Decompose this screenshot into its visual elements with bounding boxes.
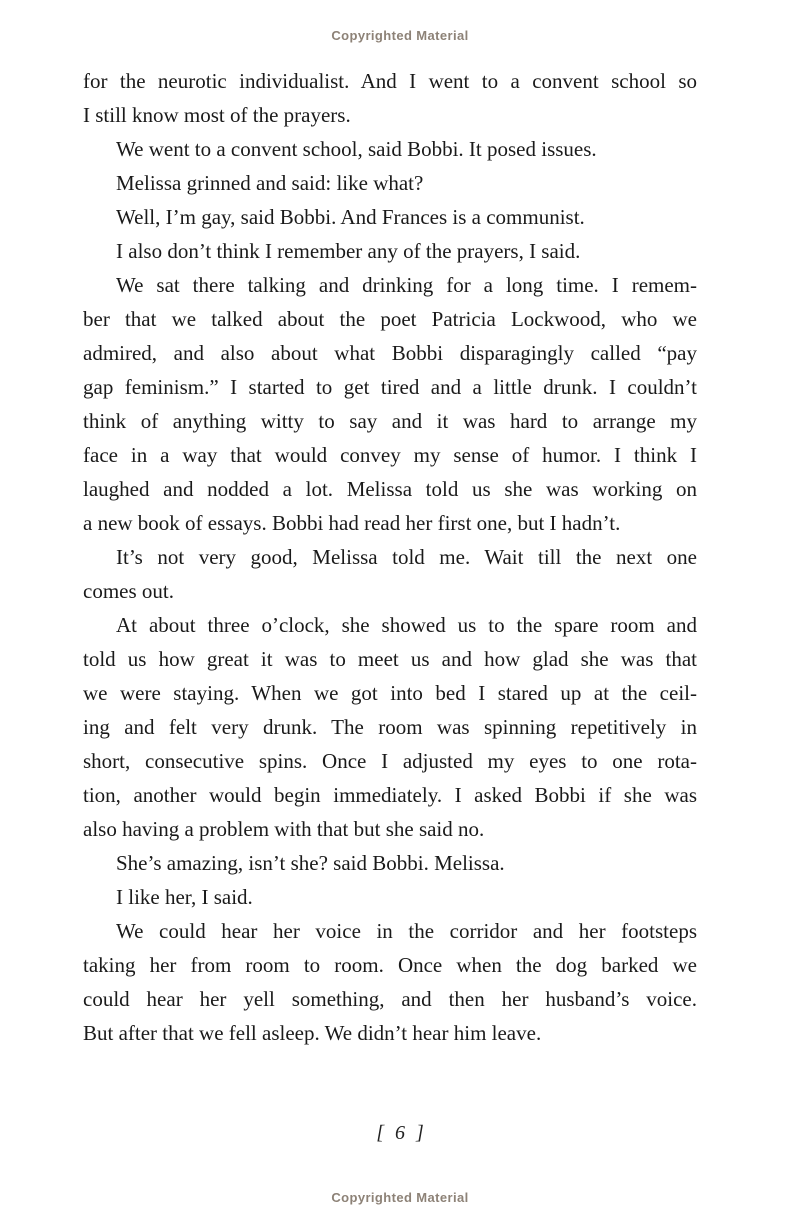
paragraph bbox=[83, 608, 697, 846]
text-line: taking her from room to room. Once when the dog barked we bbox=[83, 953, 697, 977]
text-line: She’s amazing, isn’t she? said Bobbi. Melissa. bbox=[116, 851, 505, 875]
text-line: short, consecutive spins. Once I adjusted my eyes to one rota- bbox=[83, 749, 697, 773]
copyright-notice-top: Copyrighted Material bbox=[331, 28, 469, 43]
text-line: admired, and also about what Bobbi disparagingly called “pay bbox=[83, 341, 697, 365]
text-line: laughed and nodded a lot. Melissa told us she was working on bbox=[83, 477, 697, 501]
text-line: ing and felt very drunk. The room was spinning repetitively in bbox=[83, 715, 697, 739]
paragraph bbox=[83, 268, 697, 540]
text-line: told us how great it was to meet us and how glad she was that bbox=[83, 647, 697, 671]
text-line: could hear her yell something, and then her husband’s voice. bbox=[83, 987, 697, 1011]
text-line: We sat there talking and drinking for a long time. I remem- bbox=[116, 273, 697, 297]
text-line: I still know most of the prayers. bbox=[83, 103, 351, 127]
text-line: Well, I’m gay, said Bobbi. And Frances is a communist. bbox=[116, 205, 585, 229]
text-line: Melissa grinned and said: like what? bbox=[116, 171, 424, 195]
text-line: I also don’t think I remember any of the prayers, I said. bbox=[116, 239, 581, 263]
text-line: I like her, I said. bbox=[116, 885, 253, 909]
paragraph bbox=[83, 846, 697, 880]
paragraph bbox=[83, 540, 697, 608]
book-text bbox=[83, 64, 697, 1050]
text-line: gap feminism.” I started to get tired and a little drunk. I couldn’t bbox=[83, 375, 697, 399]
paragraph bbox=[83, 880, 697, 914]
text-line: It’s not very good, Melissa told me. Wait till the next one bbox=[116, 545, 697, 569]
paragraph bbox=[83, 200, 697, 234]
text-line: comes out. bbox=[83, 579, 174, 603]
paragraph bbox=[83, 234, 697, 268]
text-line: At about three o’clock, she showed us to the spare room and bbox=[116, 613, 697, 637]
text-line: think of anything witty to say and it was hard to arrange my bbox=[83, 409, 697, 433]
text-line: But after that we fell asleep. We didn’t hear him leave. bbox=[83, 1021, 542, 1045]
text-line: tion, another would begin immediately. I asked Bobbi if she was bbox=[83, 783, 697, 807]
text-line: We could hear her voice in the corridor and her footsteps bbox=[116, 919, 697, 943]
paragraph bbox=[83, 132, 697, 166]
text-line: We went to a convent school, said Bobbi. It posed issues. bbox=[116, 137, 597, 161]
text-line: a new book of essays. Bobbi had read her first one, but I hadn’t. bbox=[83, 511, 621, 535]
paragraph bbox=[83, 166, 697, 200]
paragraph bbox=[83, 64, 697, 132]
text-line: also having a problem with that but she said no. bbox=[83, 817, 485, 841]
text-line: we were staying. When we got into bed I stared up at the ceil- bbox=[83, 681, 697, 705]
text-line: ber that we talked about the poet Patricia Lockwood, who we bbox=[83, 307, 697, 331]
text-line: face in a way that would convey my sense of humor. I think I bbox=[83, 443, 697, 467]
copyright-notice-bottom: Copyrighted Material bbox=[331, 1190, 469, 1205]
paragraph bbox=[83, 914, 697, 1050]
text-line: for the neurotic individualist. And I went to a convent school so bbox=[83, 69, 697, 93]
page-number: [ 6 ] bbox=[376, 1122, 424, 1144]
